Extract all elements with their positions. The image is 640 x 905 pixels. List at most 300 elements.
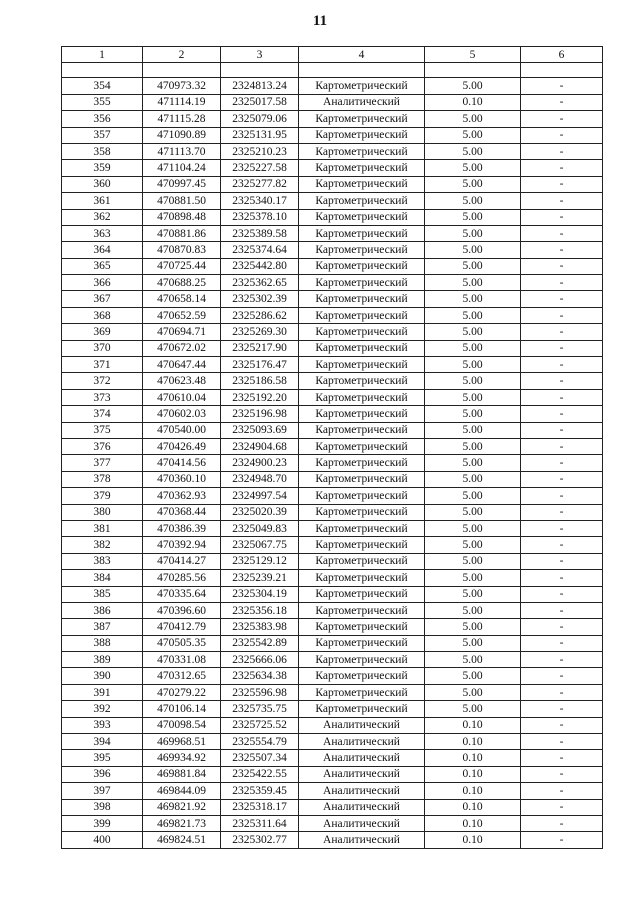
point-number-cell: 358 (62, 143, 143, 159)
point-number-cell: 363 (62, 225, 143, 241)
y-coordinate-cell: 2325079.06 (221, 111, 299, 127)
note-cell: - (521, 193, 603, 209)
blank-cell (221, 63, 299, 78)
note-cell: - (521, 160, 603, 176)
method-cell: Аналитический (299, 94, 425, 110)
accuracy-cell: 0.10 (425, 799, 521, 815)
note-cell: - (521, 717, 603, 733)
x-coordinate-cell: 470647.44 (143, 357, 221, 373)
method-cell: Картометрический (299, 553, 425, 569)
x-coordinate-cell: 471113.70 (143, 143, 221, 159)
x-coordinate-cell: 470279.22 (143, 684, 221, 700)
table-row (62, 291, 603, 307)
accuracy-cell: 5.00 (425, 127, 521, 143)
table-row (62, 619, 603, 635)
method-cell: Картометрический (299, 520, 425, 536)
x-coordinate-cell: 469881.84 (143, 766, 221, 782)
table-row (62, 734, 603, 750)
table-row (62, 488, 603, 504)
accuracy-cell: 0.10 (425, 832, 521, 848)
method-cell: Картометрический (299, 668, 425, 684)
point-number-cell: 371 (62, 357, 143, 373)
method-cell: Картометрический (299, 209, 425, 225)
x-coordinate-cell: 470392.94 (143, 537, 221, 553)
note-cell: - (521, 307, 603, 323)
accuracy-cell: 0.10 (425, 717, 521, 733)
y-coordinate-cell: 2324900.23 (221, 455, 299, 471)
note-cell: - (521, 225, 603, 241)
accuracy-cell: 5.00 (425, 537, 521, 553)
accuracy-cell: 5.00 (425, 78, 521, 94)
y-coordinate-cell: 2325362.65 (221, 275, 299, 291)
table-row (62, 193, 603, 209)
x-coordinate-cell: 469821.73 (143, 815, 221, 831)
accuracy-cell: 5.00 (425, 504, 521, 520)
x-coordinate-cell: 470098.54 (143, 717, 221, 733)
accuracy-cell: 0.10 (425, 783, 521, 799)
column-header-4: 4 (299, 47, 425, 63)
method-cell: Картометрический (299, 635, 425, 651)
accuracy-cell: 5.00 (425, 357, 521, 373)
note-cell: - (521, 324, 603, 340)
method-cell: Картометрический (299, 193, 425, 209)
method-cell: Аналитический (299, 734, 425, 750)
y-coordinate-cell: 2324997.54 (221, 488, 299, 504)
y-coordinate-cell: 2325542.89 (221, 635, 299, 651)
accuracy-cell: 5.00 (425, 520, 521, 536)
method-cell: Картометрический (299, 471, 425, 487)
blank-row (62, 63, 603, 78)
point-number-cell: 386 (62, 602, 143, 618)
accuracy-cell: 5.00 (425, 307, 521, 323)
accuracy-cell: 5.00 (425, 373, 521, 389)
blank-cell (143, 63, 221, 78)
table-row (62, 307, 603, 323)
y-coordinate-cell: 2325725.52 (221, 717, 299, 733)
note-cell: - (521, 734, 603, 750)
point-number-cell: 376 (62, 438, 143, 454)
method-cell: Картометрический (299, 537, 425, 553)
table-row (62, 701, 603, 717)
note-cell: - (521, 455, 603, 471)
y-coordinate-cell: 2325067.75 (221, 537, 299, 553)
point-number-cell: 374 (62, 406, 143, 422)
point-number-cell: 368 (62, 307, 143, 323)
y-coordinate-cell: 2325735.75 (221, 701, 299, 717)
accuracy-cell: 5.00 (425, 668, 521, 684)
accuracy-cell: 5.00 (425, 193, 521, 209)
x-coordinate-cell: 470414.27 (143, 553, 221, 569)
x-coordinate-cell: 470106.14 (143, 701, 221, 717)
x-coordinate-cell: 470997.45 (143, 176, 221, 192)
table-row (62, 176, 603, 192)
note-cell: - (521, 619, 603, 635)
point-number-cell: 380 (62, 504, 143, 520)
table-row (62, 127, 603, 143)
y-coordinate-cell: 2325239.21 (221, 570, 299, 586)
method-cell: Аналитический (299, 766, 425, 782)
accuracy-cell: 0.10 (425, 734, 521, 750)
note-cell: - (521, 504, 603, 520)
note-cell: - (521, 635, 603, 651)
y-coordinate-cell: 2325269.30 (221, 324, 299, 340)
method-cell: Картометрический (299, 127, 425, 143)
x-coordinate-cell: 470973.32 (143, 78, 221, 94)
point-number-cell: 390 (62, 668, 143, 684)
point-number-cell: 365 (62, 258, 143, 274)
point-number-cell: 397 (62, 783, 143, 799)
y-coordinate-cell: 2324813.24 (221, 78, 299, 94)
method-cell: Картометрический (299, 291, 425, 307)
y-coordinate-cell: 2325442.80 (221, 258, 299, 274)
table-row (62, 422, 603, 438)
x-coordinate-cell: 470426.49 (143, 438, 221, 454)
note-cell: - (521, 242, 603, 258)
note-cell: - (521, 783, 603, 799)
y-coordinate-cell: 2325176.47 (221, 357, 299, 373)
x-coordinate-cell: 470610.04 (143, 389, 221, 405)
accuracy-cell: 5.00 (425, 291, 521, 307)
x-coordinate-cell: 469934.92 (143, 750, 221, 766)
table-row (62, 406, 603, 422)
table-row (62, 553, 603, 569)
point-number-cell: 369 (62, 324, 143, 340)
x-coordinate-cell: 469821.92 (143, 799, 221, 815)
x-coordinate-cell: 471090.89 (143, 127, 221, 143)
y-coordinate-cell: 2325017.58 (221, 94, 299, 110)
note-cell: - (521, 176, 603, 192)
accuracy-cell: 5.00 (425, 160, 521, 176)
point-number-cell: 381 (62, 520, 143, 536)
point-number-cell: 394 (62, 734, 143, 750)
table-row (62, 815, 603, 831)
note-cell: - (521, 570, 603, 586)
blank-cell (299, 63, 425, 78)
accuracy-cell: 5.00 (425, 619, 521, 635)
y-coordinate-cell: 2325389.58 (221, 225, 299, 241)
point-number-cell: 370 (62, 340, 143, 356)
y-coordinate-cell: 2325304.19 (221, 586, 299, 602)
blank-cell (521, 63, 603, 78)
x-coordinate-cell: 470540.00 (143, 422, 221, 438)
point-number-cell: 389 (62, 652, 143, 668)
table-row (62, 111, 603, 127)
point-number-cell: 395 (62, 750, 143, 766)
method-cell: Картометрический (299, 701, 425, 717)
x-coordinate-cell: 470335.64 (143, 586, 221, 602)
accuracy-cell: 5.00 (425, 422, 521, 438)
point-number-cell: 366 (62, 275, 143, 291)
note-cell: - (521, 209, 603, 225)
x-coordinate-cell: 470396.60 (143, 602, 221, 618)
method-cell: Картометрический (299, 307, 425, 323)
point-number-cell: 396 (62, 766, 143, 782)
table-row (62, 652, 603, 668)
y-coordinate-cell: 2325277.82 (221, 176, 299, 192)
x-coordinate-cell: 470602.03 (143, 406, 221, 422)
x-coordinate-cell: 470672.02 (143, 340, 221, 356)
y-coordinate-cell: 2325422.55 (221, 766, 299, 782)
note-cell: - (521, 357, 603, 373)
y-coordinate-cell: 2325507.34 (221, 750, 299, 766)
table-row (62, 504, 603, 520)
table-row (62, 537, 603, 553)
y-coordinate-cell: 2325286.62 (221, 307, 299, 323)
blank-cell (62, 63, 143, 78)
table-row (62, 340, 603, 356)
method-cell: Картометрический (299, 438, 425, 454)
x-coordinate-cell: 470623.48 (143, 373, 221, 389)
method-cell: Аналитический (299, 799, 425, 815)
note-cell: - (521, 701, 603, 717)
method-cell: Картометрический (299, 160, 425, 176)
x-coordinate-cell: 470652.59 (143, 307, 221, 323)
x-coordinate-cell: 470368.44 (143, 504, 221, 520)
accuracy-cell: 5.00 (425, 438, 521, 454)
method-cell: Картометрический (299, 143, 425, 159)
point-number-cell: 387 (62, 619, 143, 635)
method-cell: Картометрический (299, 570, 425, 586)
note-cell: - (521, 258, 603, 274)
accuracy-cell: 5.00 (425, 225, 521, 241)
note-cell: - (521, 750, 603, 766)
table-row (62, 471, 603, 487)
note-cell: - (521, 389, 603, 405)
y-coordinate-cell: 2325666.06 (221, 652, 299, 668)
note-cell: - (521, 815, 603, 831)
note-cell: - (521, 488, 603, 504)
table-row (62, 570, 603, 586)
accuracy-cell: 5.00 (425, 242, 521, 258)
point-number-cell: 399 (62, 815, 143, 831)
point-number-cell: 354 (62, 78, 143, 94)
note-cell: - (521, 373, 603, 389)
note-cell: - (521, 422, 603, 438)
table-row (62, 766, 603, 782)
method-cell: Картометрический (299, 455, 425, 471)
method-cell: Картометрический (299, 602, 425, 618)
point-number-cell: 364 (62, 242, 143, 258)
accuracy-cell: 5.00 (425, 652, 521, 668)
method-cell: Картометрический (299, 258, 425, 274)
accuracy-cell: 0.10 (425, 766, 521, 782)
x-coordinate-cell: 470870.83 (143, 242, 221, 258)
x-coordinate-cell: 470362.93 (143, 488, 221, 504)
point-number-cell: 391 (62, 684, 143, 700)
x-coordinate-cell: 469968.51 (143, 734, 221, 750)
accuracy-cell: 5.00 (425, 389, 521, 405)
table-row (62, 78, 603, 94)
x-coordinate-cell: 470505.35 (143, 635, 221, 651)
x-coordinate-cell: 470688.25 (143, 275, 221, 291)
point-number-cell: 383 (62, 553, 143, 569)
note-cell: - (521, 340, 603, 356)
y-coordinate-cell: 2325049.83 (221, 520, 299, 536)
point-number-cell: 378 (62, 471, 143, 487)
note-cell: - (521, 652, 603, 668)
x-coordinate-cell: 470285.56 (143, 570, 221, 586)
method-cell: Картометрический (299, 389, 425, 405)
y-coordinate-cell: 2325302.39 (221, 291, 299, 307)
table-row (62, 242, 603, 258)
column-header-1: 1 (62, 47, 143, 63)
y-coordinate-cell: 2325378.10 (221, 209, 299, 225)
column-header-5: 5 (425, 47, 521, 63)
x-coordinate-cell: 469844.09 (143, 783, 221, 799)
y-coordinate-cell: 2324948.70 (221, 471, 299, 487)
table-row (62, 143, 603, 159)
table-row (62, 455, 603, 471)
note-cell: - (521, 799, 603, 815)
table-row (62, 783, 603, 799)
note-cell: - (521, 438, 603, 454)
method-cell: Картометрический (299, 176, 425, 192)
y-coordinate-cell: 2325359.45 (221, 783, 299, 799)
note-cell: - (521, 471, 603, 487)
accuracy-cell: 0.10 (425, 750, 521, 766)
point-number-cell: 398 (62, 799, 143, 815)
blank-cell (425, 63, 521, 78)
table-row (62, 635, 603, 651)
method-cell: Картометрический (299, 357, 425, 373)
point-number-cell: 357 (62, 127, 143, 143)
accuracy-cell: 5.00 (425, 471, 521, 487)
note-cell: - (521, 111, 603, 127)
point-number-cell: 367 (62, 291, 143, 307)
x-coordinate-cell: 470881.86 (143, 225, 221, 241)
point-number-cell: 361 (62, 193, 143, 209)
accuracy-cell: 5.00 (425, 406, 521, 422)
accuracy-cell: 5.00 (425, 586, 521, 602)
method-cell: Картометрический (299, 340, 425, 356)
x-coordinate-cell: 470360.10 (143, 471, 221, 487)
method-cell: Картометрический (299, 242, 425, 258)
table-row (62, 750, 603, 766)
point-number-cell: 377 (62, 455, 143, 471)
y-coordinate-cell: 2325596.98 (221, 684, 299, 700)
method-cell: Картометрический (299, 684, 425, 700)
table-row (62, 520, 603, 536)
table-row (62, 586, 603, 602)
note-cell: - (521, 602, 603, 618)
x-coordinate-cell: 470331.08 (143, 652, 221, 668)
y-coordinate-cell: 2325196.98 (221, 406, 299, 422)
table-row (62, 225, 603, 241)
table-row (62, 209, 603, 225)
method-cell: Картометрический (299, 652, 425, 668)
method-cell: Картометрический (299, 275, 425, 291)
note-cell: - (521, 94, 603, 110)
column-header-2: 2 (143, 47, 221, 63)
y-coordinate-cell: 2325374.64 (221, 242, 299, 258)
point-number-cell: 388 (62, 635, 143, 651)
point-number-cell: 356 (62, 111, 143, 127)
y-coordinate-cell: 2325340.17 (221, 193, 299, 209)
y-coordinate-cell: 2325093.69 (221, 422, 299, 438)
table-row (62, 324, 603, 340)
note-cell: - (521, 520, 603, 536)
header-row (62, 47, 603, 63)
y-coordinate-cell: 2325318.17 (221, 799, 299, 815)
accuracy-cell: 0.10 (425, 815, 521, 831)
x-coordinate-cell: 471104.24 (143, 160, 221, 176)
table-row (62, 438, 603, 454)
point-number-cell: 384 (62, 570, 143, 586)
x-coordinate-cell: 471115.28 (143, 111, 221, 127)
point-number-cell: 400 (62, 832, 143, 848)
accuracy-cell: 5.00 (425, 143, 521, 159)
table-row (62, 94, 603, 110)
table-header (62, 47, 603, 63)
table-row (62, 275, 603, 291)
note-cell: - (521, 143, 603, 159)
method-cell: Картометрический (299, 504, 425, 520)
accuracy-cell: 5.00 (425, 340, 521, 356)
y-coordinate-cell: 2325311.64 (221, 815, 299, 831)
accuracy-cell: 5.00 (425, 553, 521, 569)
x-coordinate-cell: 470694.71 (143, 324, 221, 340)
table-row (62, 357, 603, 373)
note-cell: - (521, 127, 603, 143)
column-header-3: 3 (221, 47, 299, 63)
y-coordinate-cell: 2325186.58 (221, 373, 299, 389)
point-number-cell: 379 (62, 488, 143, 504)
x-coordinate-cell: 471114.19 (143, 94, 221, 110)
y-coordinate-cell: 2325227.58 (221, 160, 299, 176)
x-coordinate-cell: 470312.65 (143, 668, 221, 684)
method-cell: Картометрический (299, 406, 425, 422)
point-number-cell: 392 (62, 701, 143, 717)
method-cell: Аналитический (299, 815, 425, 831)
x-coordinate-cell: 470725.44 (143, 258, 221, 274)
note-cell: - (521, 291, 603, 307)
accuracy-cell: 5.00 (425, 684, 521, 700)
y-coordinate-cell: 2325302.77 (221, 832, 299, 848)
x-coordinate-cell: 470386.39 (143, 520, 221, 536)
accuracy-cell: 5.00 (425, 111, 521, 127)
y-coordinate-cell: 2325129.12 (221, 553, 299, 569)
table-row (62, 799, 603, 815)
note-cell: - (521, 406, 603, 422)
y-coordinate-cell: 2325020.39 (221, 504, 299, 520)
point-number-cell: 362 (62, 209, 143, 225)
point-number-cell: 382 (62, 537, 143, 553)
point-number-cell: 393 (62, 717, 143, 733)
table-row (62, 389, 603, 405)
note-cell: - (521, 766, 603, 782)
point-number-cell: 360 (62, 176, 143, 192)
method-cell: Картометрический (299, 422, 425, 438)
point-number-cell: 385 (62, 586, 143, 602)
table-row (62, 160, 603, 176)
point-number-cell: 372 (62, 373, 143, 389)
method-cell: Аналитический (299, 717, 425, 733)
accuracy-cell: 0.10 (425, 94, 521, 110)
note-cell: - (521, 832, 603, 848)
y-coordinate-cell: 2325217.90 (221, 340, 299, 356)
method-cell: Картометрический (299, 619, 425, 635)
method-cell: Картометрический (299, 225, 425, 241)
column-header-6: 6 (521, 47, 603, 63)
note-cell: - (521, 684, 603, 700)
accuracy-cell: 5.00 (425, 258, 521, 274)
note-cell: - (521, 537, 603, 553)
note-cell: - (521, 275, 603, 291)
point-number-cell: 373 (62, 389, 143, 405)
table-row (62, 373, 603, 389)
table-row (62, 684, 603, 700)
point-number-cell: 355 (62, 94, 143, 110)
